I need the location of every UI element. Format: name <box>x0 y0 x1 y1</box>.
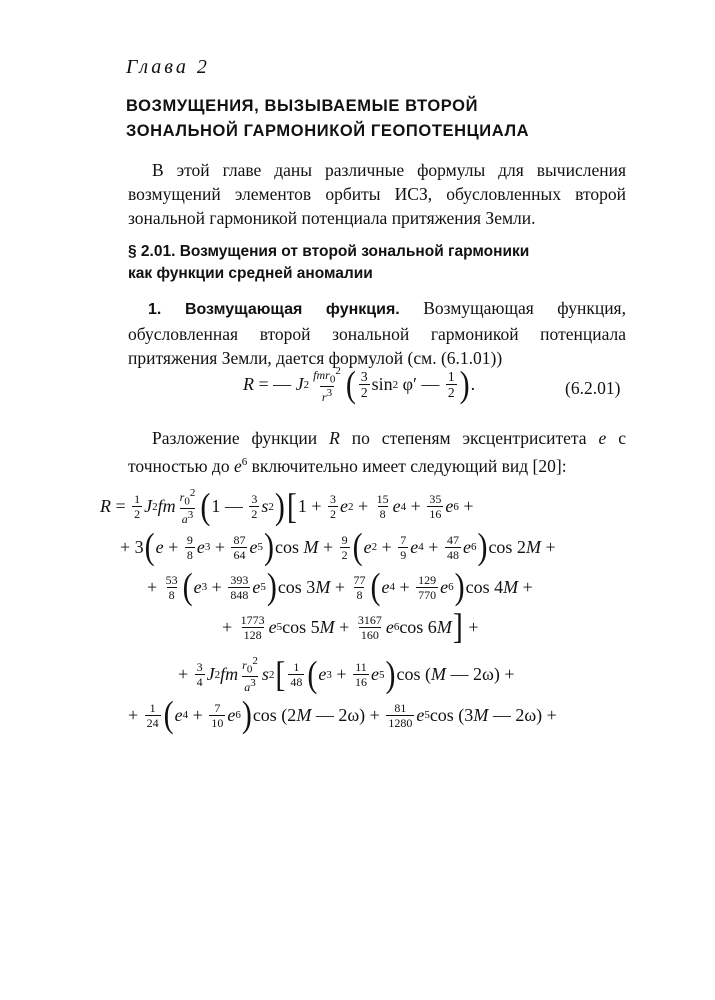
intro-paragraph: В этой главе даны различные формулы для вычисления возмущений элементов орбиты ИСЗ, обусловленных второй зональной гармоникой потенциала притяжения Земли. <box>128 160 626 228</box>
section-heading-line-1: § 2.01. Возмущения от второй зональной гармоники <box>128 243 530 260</box>
section-heading <box>128 241 598 285</box>
expansion-line-4: + $\frac{1773}{128}$ e 5 cos 5 M + $\frac{3167}{160}$ e 6 cos 6 M ] + <box>222 606 479 647</box>
section-heading-line-2: как функции средней аномалии <box>128 265 373 282</box>
expansion-line-5: + $\frac{3}{4}$ J 2 fm $\frac{r_0^2}{a^3}$ s 2 [ $\frac{1}{48}$ ( e 3 + $\frac{11}{16}$ e 5 ) cos ( M — 2ω) + <box>178 653 515 695</box>
chapter-label: Глава 2 <box>126 56 210 78</box>
subsection-text: Возмущающая функция, обусловленная второй зональной гармоникой потенциала притяжения Земли, дается формулой (см. (6.1.01)) <box>128 298 626 368</box>
subsection-paragraph <box>128 296 626 370</box>
chapter-title <box>126 94 586 144</box>
expansion-line-2: + 3 ( e + $\frac{9}{8}$ e 3 + $\frac{87}{64}$ e 5 ) cos M + $\frac{9}{2}$ ( e 2 + $\frac{7}{9}$ e 4 + $\frac{47}{48}$ e 6 ) cos 2 M + <box>120 525 556 567</box>
expansion-paragraph: Разложение функции R по степеням эксцентриситета e с точностью до $e^6$ включительно имеет следующий вид [20]: <box>128 428 626 476</box>
chapter-title-line-1: ВОЗМУЩЕНИЯ, ВЫЗЫВАЕМЫЕ ВТОРОЙ <box>126 97 479 115</box>
expansion-line-6: + $\frac{1}{24}$ ( e 4 + $\frac{7}{10}$ e 6 ) cos (2 M — 2ω) + $\frac{81}{1280}$ e 5 cos (3 M — 2ω) + <box>128 693 557 735</box>
equation-6-2-01: R = — J 2 $\frac{fmr_0^2}{r^3}$ ( $\frac{3}{2}$ sin 2 φ′ — $\frac{1}{2}$ ) . <box>243 363 476 405</box>
subsection-heading: 1. Возмущающая функция. <box>148 301 400 318</box>
expansion-line-3: + $\frac{53}{8}$ ( e 3 + $\frac{393}{848}$ e 5 ) cos 3 M + $\frac{77}{8}$ ( e 4 + $\frac{129}{770}$ e 6 ) cos 4 M + <box>147 565 533 607</box>
equation-number: (6.2.01) <box>565 378 621 398</box>
chapter-title-line-2: ЗОНАЛЬНОЙ ГАРМОНИКОЙ ГЕОПОТЕНЦИАЛА <box>126 122 530 140</box>
expansion-line-1: R = $\frac{1}{2}$ J 2 fm $\frac{r_0^2}{a^3}$ ( 1 — $\frac{3}{2}$ s 2 ) [ 1 + $\frac{3}{2}$ e 2 + $\frac{15}{8}$ e 4 + $\frac{35}{16}$ e 6 + <box>100 485 474 527</box>
